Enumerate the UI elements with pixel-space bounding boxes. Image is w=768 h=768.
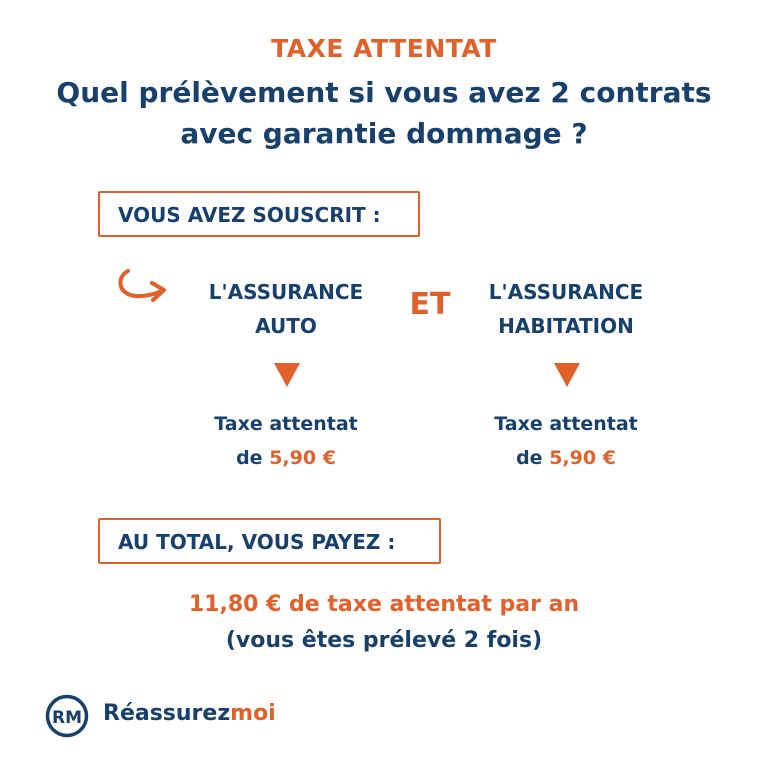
- brand-name: [103, 701, 276, 726]
- down-triangle-icon: [274, 363, 300, 387]
- page-title-line-2: avec garantie dommage ?: [180, 117, 588, 150]
- brand-monogram-icon: [45, 694, 89, 738]
- total-box: [98, 518, 441, 564]
- tax-auto-amount: 5,90 €: [269, 447, 336, 469]
- tax-habitation-amount: 5,90 €: [549, 447, 616, 469]
- product-auto-line-1: L'ASSURANCE: [208, 280, 364, 304]
- down-triangle-icon: [554, 363, 580, 387]
- tax-habitation: [451, 407, 681, 475]
- tax-auto-prefix: de: [236, 447, 263, 469]
- tax-habitation-label: Taxe attentat: [494, 413, 638, 435]
- brand-name-part-2: moi: [230, 701, 276, 726]
- brand-monogram-text: RM: [51, 708, 83, 728]
- conjunction-label: ET: [409, 287, 451, 322]
- total-box-label: AU TOTAL, VOUS PAYEZ :: [118, 530, 396, 554]
- tax-auto-amount-line: [171, 441, 401, 475]
- product-auto-line-2: AUTO: [255, 314, 317, 338]
- subscribed-box: [98, 191, 420, 237]
- brand-name-part-1: Réassurez: [103, 701, 231, 726]
- product-auto: [171, 275, 401, 343]
- subscribed-box-label: VOUS AVEZ SOUSCRIT :: [118, 203, 381, 227]
- tax-auto-label: Taxe attentat: [214, 413, 358, 435]
- page-title-line-1: Quel prélèvement si vous avez 2 contrats: [56, 76, 712, 109]
- total-note-line: (vous êtes prélevé 2 fois): [225, 628, 543, 653]
- tax-habitation-amount-line: [451, 441, 681, 475]
- page-kicker: TAXE ATTENTAT: [271, 34, 497, 63]
- product-habitation: [451, 275, 681, 343]
- product-habitation-line-1: L'ASSURANCE: [488, 280, 644, 304]
- tax-auto: [171, 407, 401, 475]
- curved-arrow-icon: [112, 265, 174, 307]
- tax-habitation-prefix: de: [516, 447, 543, 469]
- product-habitation-line-2: HABITATION: [498, 314, 634, 338]
- total-amount-line: 11,80 € de taxe attentat par an: [188, 592, 580, 617]
